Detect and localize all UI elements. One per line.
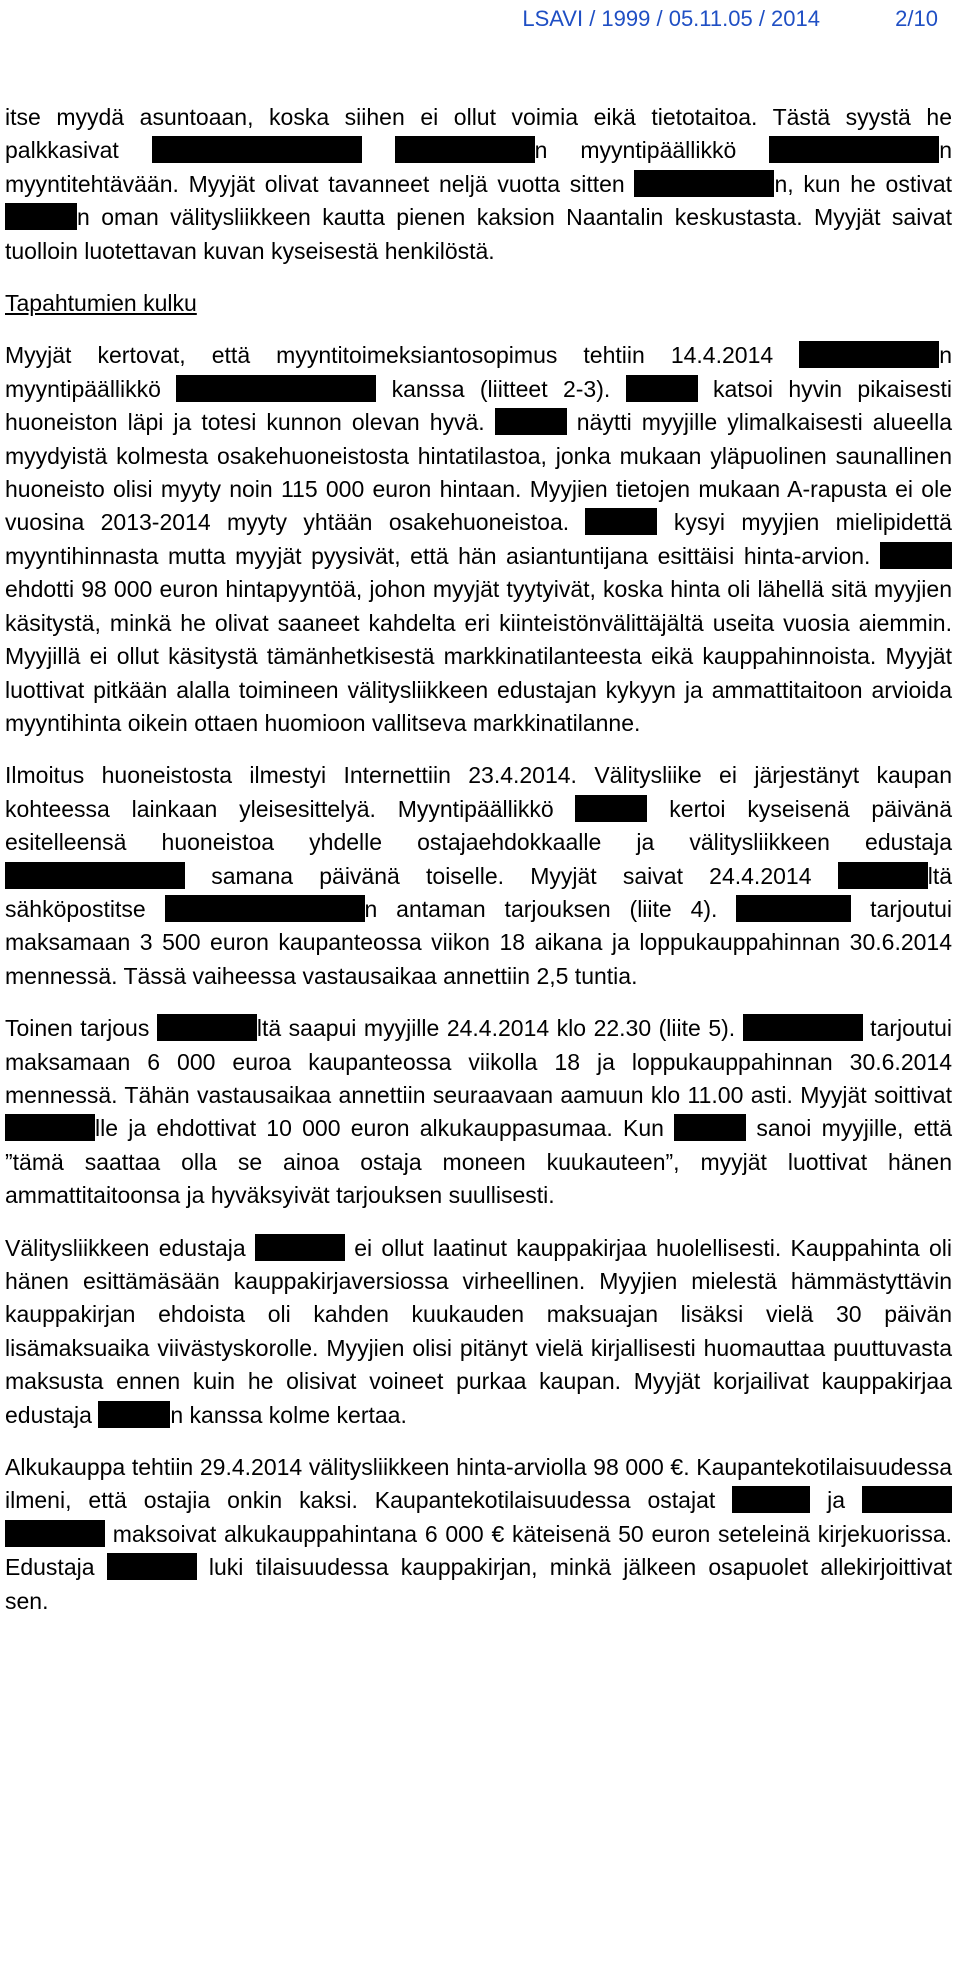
redaction-block bbox=[165, 895, 365, 922]
redaction-block bbox=[5, 1520, 105, 1547]
text-segment: kanssa (liitteet 2-3). bbox=[376, 375, 626, 402]
redaction-block bbox=[743, 1014, 863, 1041]
redaction-block bbox=[732, 1486, 810, 1513]
redaction-block bbox=[5, 203, 77, 230]
text-segment: n antaman tarjouksen (liite 4). bbox=[364, 895, 737, 922]
redaction-block bbox=[495, 408, 567, 435]
redaction-block bbox=[5, 1114, 95, 1141]
page-number: 2/10 bbox=[895, 6, 938, 31]
redaction-block bbox=[107, 1553, 197, 1580]
text-segment: kertoi kyseisenä päivänä esitelleensä huoneistoa yhdelle ostajaehdokkaalle ja välitysliikkeen edustaja bbox=[5, 795, 952, 856]
text-segment: n kanssa kolme kertaa. bbox=[170, 1401, 407, 1428]
text-segment: tarjoutui maksamaan 3 500 euron kaupanteossa viikon 18 aikana ja loppukauppahinnan 30.6.2014 mennessä. Tässä vaiheessa vastausaikaa annettiin 2,5 tuntia. bbox=[5, 895, 952, 989]
redaction-block bbox=[769, 136, 939, 163]
redaction-block bbox=[98, 1401, 170, 1428]
text-segment: tarjoutui maksamaan 6 000 euroa kaupanteossa viikolla 18 ja loppukauppahinnan 30.6.2014 mennessä. Tähän vastausaikaa annettiin seuraavaan aamuun klo 11.00 asti. Myyjät soittivat bbox=[5, 1015, 953, 1108]
paragraph-second-offer bbox=[5, 1012, 952, 1212]
text-segment: ehdotti 98 000 euron hintapyyntöä, johon myyjät tyytyivät, koska hinta oli lähellä sitä myyjien käsitystä, minkä he olivat saaneet kahdelta eri kiinteistönvälittäjältä useita vuosia aiemmin. Myyjillä ei ollut käsitystä tämänhetkisestä markkinatilanteesta eikä kauppahinnoista. Myyjät luottivat pitkään alalla toimineen välitysliikkeen edustajan kykyyn ja ammattitaitoon arvioida myyntihinta oikein ottaen huomioon vallitseva markkinatilanne. bbox=[5, 576, 952, 736]
text-segment: samana päivänä toiselle. Myyjät saivat 24.4.2014 bbox=[185, 862, 838, 889]
redaction-block bbox=[5, 862, 185, 889]
text-segment: n, kun he ostivat bbox=[774, 170, 952, 197]
text-segment: katsoi hyvin pikaisesti huoneiston läpi ja totesi kunnon olevan hyvä. bbox=[5, 375, 952, 436]
text-segment: ltä sähköpostitse bbox=[5, 862, 952, 922]
text-segment: sanoi myyjille, että ”tämä saattaa olla se ainoa ostaja moneen kuukauteen”, myyjät luottivat hänen ammattitaitoonsa ja hyväksyivät tarjouksen suullisesti. bbox=[5, 1115, 952, 1209]
text-segment: itse myydä asuntoaan, koska siihen ei ollut voimia eikä tietotaitoa. Tästä syystä he palkkasivat bbox=[5, 104, 952, 164]
text-segment: Alkukauppa tehtiin 29.4.2014 välitysliikkeen hinta-arviolla 98 000 €. Kaupantekotilaisuudessa ilmeni, että ostajia onkin kaksi. Kaupantekotilaisuudessa ostajat bbox=[5, 1454, 952, 1514]
text-segment bbox=[362, 137, 395, 163]
redaction-block bbox=[838, 862, 928, 889]
redaction-block bbox=[255, 1234, 345, 1261]
text-segment: näytti myyjille ylimalkaisesti alueella myydyistä kolmesta osakehuoneistosta hintatilastoa, jonka mukaan yläpuolinen saunallinen huoneisto olisi myyty noin 115 000 euron hintaan. Myyjien tietojen mukaan A-rapusta ei ole vuosina 2013-2014 myyty yhtään osakehuoneistoa. bbox=[5, 409, 953, 536]
text-segment: n myyntitehtävään. Myyjät olivat tavanneet neljä vuotta sitten bbox=[5, 137, 952, 197]
text-segment: Välitysliikkeen edustaja bbox=[5, 1234, 255, 1261]
redaction-block bbox=[862, 1486, 952, 1513]
redaction-block bbox=[176, 375, 376, 402]
document-reference: LSAVI / 1999 / 05.11.05 / 2014 bbox=[522, 6, 820, 31]
redaction-block bbox=[575, 795, 647, 822]
page-header bbox=[0, 2, 960, 38]
text-segment: ltä saapui myyjille 24.4.2014 klo 22.30 (liite 5). bbox=[256, 1015, 743, 1042]
redaction-block bbox=[585, 508, 657, 535]
redaction-block bbox=[674, 1114, 746, 1141]
text-segment: lle ja ehdottivat 10 000 euron alkukauppasumaa. Kun bbox=[95, 1115, 675, 1142]
paragraph-listing bbox=[5, 759, 952, 993]
paragraph-events bbox=[5, 339, 952, 740]
redaction-block bbox=[880, 542, 952, 569]
text-segment: Ilmoitus huoneistosta ilmestyi Internettiin 23.4.2014. Välitysliike ei järjestänyt kaupan kohteessa lainkaan yleisesittelyä. Myyntipäällikkö bbox=[5, 762, 952, 822]
text-segment: ei ollut laatinut kauppakirjaa huolellisesti. Kauppahinta oli hänen esittämäsään kauppakirjaversiossa virheellinen. Myyjien mielestä hämmästyttävin kauppakirjan ehdoista oli kahden kuukauden maksuajan lisäksi vielä 30 päivän lisämaksuaika viivästyskorolle. Myyjien olisi pitänyt vielä kirjallisesti huomauttaa puuttuvasta maksusta ennen kuin he olisivat voineet purkaa kaupan. Myyjät korjailivat kauppakirjaa edustaja bbox=[5, 1234, 952, 1428]
text-segment: ja bbox=[810, 1487, 862, 1514]
text-segment: n myyntipäällikkö bbox=[534, 137, 770, 164]
text-segment: maksoivat alkukauppahintana 6 000 € käteisenä 50 euron seteleinä kirjekuorissa. Edustaja bbox=[5, 1520, 952, 1581]
paragraph-deposit bbox=[5, 1451, 952, 1618]
redaction-block bbox=[152, 136, 362, 163]
redaction-block bbox=[157, 1014, 257, 1041]
text-segment: kysyi myyjien mielipidettä myyntihinnasta mutta myyjät pyysivät, että hän asiantuntijana esittäisi hinta-arvion. bbox=[5, 509, 952, 569]
document-body bbox=[5, 101, 952, 1637]
redaction-block bbox=[799, 341, 939, 368]
text-segment: n myyntipäällikkö bbox=[5, 342, 952, 402]
paragraph-contract bbox=[5, 1232, 952, 1432]
redaction-block bbox=[395, 136, 535, 163]
redaction-block bbox=[736, 895, 851, 922]
text-segment: luki tilaisuudessa kauppakirjan, minkä jälkeen osapuolet allekirjoittivat sen. bbox=[5, 1554, 952, 1614]
paragraph-intro bbox=[5, 101, 952, 268]
redaction-block bbox=[634, 170, 774, 197]
text-segment: Myyjät kertovat, että myyntitoimeksiantosopimus tehtiin 14.4.2014 bbox=[5, 342, 800, 369]
text-segment: n oman välitysliikkeen kautta pienen kaksion Naantalin keskustasta. Myyjät saivat tuolloin luotettavan kuvan kyseisestä henkilöstä. bbox=[5, 204, 952, 264]
redaction-block bbox=[626, 375, 698, 402]
section-heading: Tapahtumien kulku bbox=[5, 290, 197, 317]
text-segment: Toinen tarjous bbox=[5, 1015, 157, 1042]
